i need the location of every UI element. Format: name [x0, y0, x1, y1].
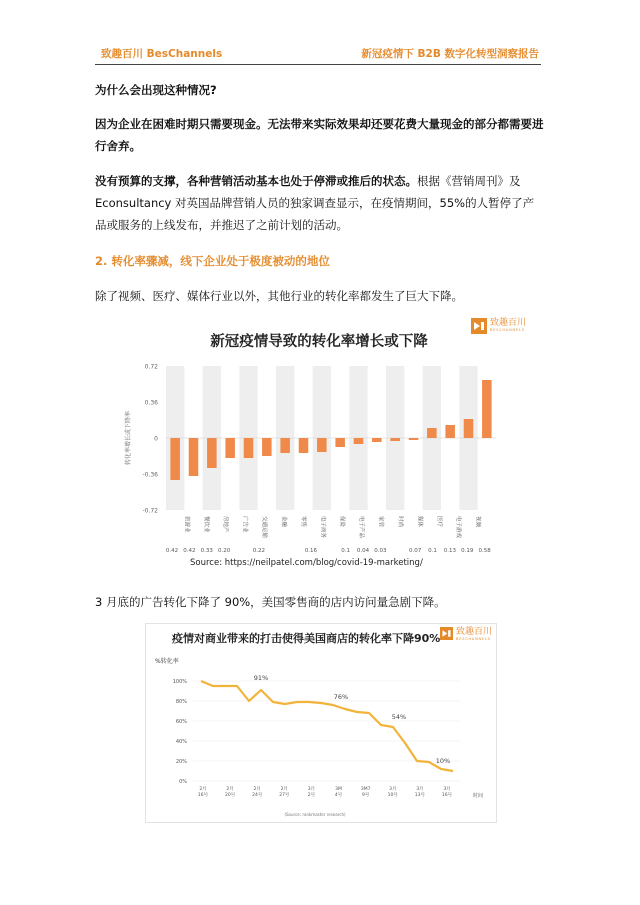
- chart-1-title: 新冠疫情导致的转化率增长或下降: [210, 334, 428, 350]
- chart-1-value-label: 0.1: [428, 548, 437, 554]
- chart-1-category-label: 金融: [280, 516, 287, 528]
- chart-2-x-tick: [225, 785, 236, 798]
- chart-2-x-tick-line: 2月: [253, 787, 261, 792]
- chart-1-category-label: 保险: [338, 516, 345, 528]
- chart-2-x-tick: [308, 785, 316, 798]
- chart-1-bar: [427, 428, 437, 438]
- chart-1-bar: [189, 438, 199, 476]
- chart-1-bar: [482, 380, 492, 438]
- chart-2-y-tick: 20%: [175, 759, 187, 765]
- paragraph-3: 除了视频、医疗、媒体行业以外，其他行业的转化率都发生了巨大下降。: [95, 289, 463, 303]
- chart-2-x-tick: [415, 785, 426, 798]
- chart-2-x-tick-line: 9号: [361, 793, 370, 798]
- section-2-title: 2. 转化率骤减，线下企业处于极度被动的地位: [95, 254, 330, 268]
- chart-1-value-label: 0.1: [341, 548, 351, 554]
- chart-2-x-tick: [198, 785, 209, 798]
- chart-1-bar: [207, 438, 217, 468]
- chart-1-bar: [225, 438, 235, 458]
- chart-1-bar: [335, 438, 345, 447]
- chart-2-x-tick: [388, 785, 399, 798]
- chart-1-y-label: 转化率增长或下降率: [125, 410, 132, 466]
- chart-1-value-label: 0.16: [304, 548, 318, 554]
- chart-1-category-label: 交通运输: [261, 516, 268, 539]
- chart-2-annotation: 91%: [253, 674, 269, 682]
- chart-1-category-label: 餐饮业: [202, 516, 209, 533]
- chart-1-value-label: 0.58: [478, 548, 491, 554]
- chart-1-source: Source: https://neilpatel.com/blog/covid-19-marketing/: [190, 558, 423, 568]
- paragraph-1: 因为企业在困难时期只需要现金。无法带来实际效果却还要花费大量现金的部分都需要进行舍弃。: [95, 117, 544, 153]
- chart-2-x-tick-line: 3月: [307, 787, 316, 792]
- paragraph-2: [95, 170, 545, 236]
- chart-1-y-tick: 0.72: [144, 363, 158, 371]
- paragraph-2-lead: 没有预算的支撑，各种营销活动基本也处于停滞或推后的状态。: [95, 174, 417, 188]
- chart-1-category-label: 广告业: [241, 516, 248, 533]
- chart-2-y-tick: 100%: [172, 679, 187, 685]
- chart-2-x-tick-line: 2月: [226, 787, 234, 792]
- chart-2-x-tick-line: 2号: [307, 793, 316, 798]
- chart-1-category-label: 时尚: [396, 516, 403, 528]
- chart-1-bar: [299, 438, 309, 453]
- chart-2-x-tick-line: 24号: [252, 793, 263, 798]
- chart-1-category-label: 电子产品: [358, 516, 365, 539]
- chart-2-annotation: 76%: [333, 693, 349, 701]
- chart-2-x-tick-line: 20号: [224, 793, 236, 798]
- paragraph-2-body: 根据《营销周刊》及 Econsultancy 对英国品牌营销人员的独家调查显示，在疫情期间，55%的人暂停了产品或服务的上线发布，并推迟了之前计划的活动。: [95, 174, 535, 232]
- chart-1-category-label: 电子商务: [319, 516, 326, 539]
- chart-2-x-tick-line: 2月: [199, 787, 207, 792]
- chart-2-series-line: [201, 681, 453, 771]
- chart-2-x-tick-line: 2月: [280, 787, 289, 792]
- chart-2-x-tick-line: 3月: [389, 787, 397, 792]
- chart-1-value-label: 0.07: [409, 548, 422, 554]
- chart-1-bar: [280, 438, 290, 453]
- chart-2-x-tick: [279, 785, 290, 798]
- chart-1-value-label: 0.42: [183, 548, 196, 554]
- chart-1-bar: [262, 438, 272, 456]
- chart-2-y-tick: 60%: [175, 719, 187, 725]
- chart-2-y-label: %转化率: [155, 658, 179, 665]
- chart-2-x-tick-line: 3M: [335, 787, 342, 792]
- chart-2-x-tick-line: 27号: [279, 793, 290, 798]
- chart-2-x-label: 时间: [473, 793, 484, 799]
- chart-1-value-label: 0.20: [217, 548, 231, 554]
- chart-1-category-label: 家装: [377, 516, 384, 528]
- header-left: 致趣百川 BesChannels: [101, 48, 223, 60]
- chart-2-x-tick-line: 10号: [387, 793, 398, 798]
- chart-2-source: (Source: rankmaster research): [284, 812, 346, 817]
- chart-1-value-label: 0.42: [165, 548, 179, 554]
- chart-1-category-label: 视频: [474, 516, 481, 528]
- chart-1-bar: [317, 438, 327, 452]
- chart-1-bar: [244, 438, 254, 458]
- chart-1-value-label: 0.03: [374, 548, 387, 554]
- chart-2-x-tick-line: 16号: [441, 793, 453, 798]
- logo-sub: BESCHANNELS: [490, 328, 525, 332]
- chart-1-category-label: 医疗: [435, 516, 442, 528]
- header-right: 新冠疫情下 B2B 数字化转型洞察报告: [361, 48, 539, 60]
- chart-1-value-label: 0.19: [461, 548, 474, 554]
- chart-1-category-label: 房地产: [222, 516, 229, 533]
- logo-name: 致趣百川: [456, 627, 493, 637]
- chart-2-y-tick: 80%: [175, 699, 187, 705]
- chart-2-y-tick: 0%: [179, 779, 187, 785]
- chart-1-value-label: 0.33: [200, 548, 213, 554]
- chart-1-bar: [409, 438, 419, 440]
- chart-1-value-label: 0.13: [443, 548, 457, 554]
- chart-2-x-tick-line: 16号: [197, 793, 209, 798]
- chart-2-x-tick: [361, 786, 371, 798]
- paragraph-4: 3 月底的广告转化下降了 90%，美国零售商的店内访问量急剧下降。: [95, 595, 446, 609]
- chart-2-x-tick: [335, 786, 343, 798]
- chart-2-title: 疫情对商业带来的打击使得美国商店的转化率下降90%: [172, 632, 441, 645]
- conversion-change-bar-chart: [120, 314, 520, 574]
- logo-name: 致趣百川: [490, 318, 527, 328]
- chart-2-x-tick-line: 4号: [334, 793, 343, 798]
- chart-1-y-tick: 0: [154, 435, 158, 443]
- chart-1-bar: [445, 425, 455, 438]
- chart-1-category-label: 媒体: [416, 516, 423, 528]
- chart-2-annotation: 54%: [391, 713, 407, 721]
- chart-1-bar: [170, 438, 180, 480]
- logo-sub: BESCHANNELS: [456, 637, 491, 641]
- chart-2-annotation: 10%: [435, 757, 451, 765]
- chart-1-value-label: 0.04: [356, 548, 370, 554]
- chart-1-y-tick: -0.72: [142, 507, 158, 515]
- chart-2-x-tick: [442, 785, 453, 798]
- chart-1-bar: [390, 438, 400, 441]
- us-store-conversion-line-chart: [145, 623, 497, 823]
- chart-2-x-tick: [252, 785, 263, 798]
- chart-1-category-label: 电子游戏: [455, 516, 462, 539]
- chart-1-category-label: 零售: [299, 516, 306, 528]
- chart-1-y-tick: 0.36: [144, 399, 158, 407]
- chart-1-value-label: 0.22: [252, 548, 265, 554]
- chart-2-x-tick-line: 3M7: [360, 787, 371, 792]
- question-text: 为什么会出现这种情况?: [95, 83, 217, 97]
- chart-2-y-tick: 40%: [175, 739, 187, 745]
- chart-2-x-tick-line: 3月: [416, 787, 424, 792]
- header-rule: [95, 64, 541, 65]
- chart-1-bar: [372, 438, 382, 442]
- chart-1-y-tick: -0.36: [142, 471, 158, 479]
- chart-1-category-label: 旅游业: [183, 516, 190, 533]
- chart-1-bar: [354, 438, 364, 444]
- chart-2-x-tick-line: 3月: [443, 787, 451, 792]
- chart-1-bar: [464, 419, 474, 438]
- chart-2-x-tick-line: 13号: [414, 793, 426, 798]
